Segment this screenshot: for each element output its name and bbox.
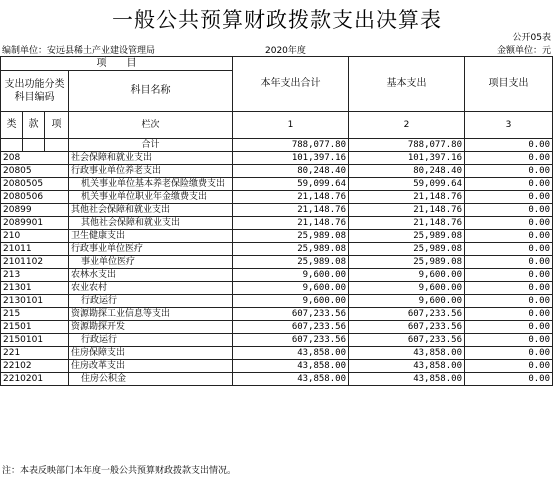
row-project: 0.00	[465, 256, 553, 269]
row-total: 607,233.56	[233, 308, 349, 321]
row-code: 20805	[1, 165, 69, 178]
row-total: 43,858.00	[233, 347, 349, 360]
row-basic: 9,600.00	[349, 295, 465, 308]
row-total: 25,989.08	[233, 230, 349, 243]
column-number-3: 3	[465, 112, 553, 139]
row-code: 2080505	[1, 178, 69, 191]
row-total: 101,397.16	[233, 152, 349, 165]
row-total: 9,600.00	[233, 282, 349, 295]
table-row	[1, 269, 553, 282]
row-name: 其他社会保障和就业支出	[69, 217, 233, 230]
row-project: 0.00	[465, 165, 553, 178]
table-row	[1, 373, 553, 386]
row-total: 43,858.00	[233, 360, 349, 373]
row-total: 25,989.08	[233, 256, 349, 269]
row-basic: 21,148.76	[349, 204, 465, 217]
row-code: 215	[1, 308, 69, 321]
row-code: 2080506	[1, 191, 69, 204]
table-row	[1, 165, 553, 178]
table-row	[1, 347, 553, 360]
row-name: 农业农村	[69, 282, 233, 295]
row-project: 0.00	[465, 347, 553, 360]
table-number: 公开05表	[512, 33, 551, 43]
row-code: 21301	[1, 282, 69, 295]
header-project-expense: 项目支出	[465, 57, 553, 112]
row-name: 住房保障支出	[69, 347, 233, 360]
row-basic: 21,148.76	[349, 217, 465, 230]
row-total: 80,248.40	[233, 165, 349, 178]
row-name: 资源勘探工业信息等支出	[69, 308, 233, 321]
table-row	[1, 334, 553, 347]
row-basic: 25,989.08	[349, 256, 465, 269]
table-row	[1, 295, 553, 308]
row-project: 0.00	[465, 321, 553, 334]
unit-label: 金额单位：元	[496, 46, 551, 56]
table-row	[1, 308, 553, 321]
sum-basic: 788,077.80	[349, 139, 465, 152]
row-name: 农林水支出	[69, 269, 233, 282]
year-label: 2020年度	[265, 46, 306, 56]
row-total: 9,600.00	[233, 295, 349, 308]
sum-project: 0.00	[465, 139, 553, 152]
header-lei: 类	[1, 112, 23, 139]
sum-total: 788,077.80	[233, 139, 349, 152]
row-code: 2130101	[1, 295, 69, 308]
row-code: 2101102	[1, 256, 69, 269]
table-row	[1, 282, 553, 295]
table-row	[1, 152, 553, 165]
row-name: 事业单位医疗	[69, 256, 233, 269]
table-row	[1, 360, 553, 373]
row-project: 0.00	[465, 373, 553, 386]
row-total: 21,148.76	[233, 217, 349, 230]
row-basic: 101,397.16	[349, 152, 465, 165]
page-title: 一般公共预算财政拨款支出决算表	[112, 8, 442, 32]
header-total: 本年支出合计	[233, 57, 349, 112]
row-basic: 607,233.56	[349, 334, 465, 347]
column-number-2: 2	[349, 112, 465, 139]
row-code: 213	[1, 269, 69, 282]
row-project: 0.00	[465, 269, 553, 282]
row-project: 0.00	[465, 360, 553, 373]
header-subject-name: 科目名称	[69, 71, 233, 112]
row-code: 210	[1, 230, 69, 243]
header-project: 项 目	[1, 57, 233, 71]
row-total: 21,148.76	[233, 204, 349, 217]
row-code: 21501	[1, 321, 69, 334]
row-name: 行政事业单位医疗	[69, 243, 233, 256]
row-name: 卫生健康支出	[69, 230, 233, 243]
row-name: 资源勘探开发	[69, 321, 233, 334]
row-basic: 80,248.40	[349, 165, 465, 178]
row-project: 0.00	[465, 230, 553, 243]
row-name: 机关事业单位基本养老保险缴费支出	[69, 178, 233, 191]
row-name: 其他社会保障和就业支出	[69, 204, 233, 217]
row-total: 607,233.56	[233, 334, 349, 347]
row-basic: 59,099.64	[349, 178, 465, 191]
table-row	[1, 204, 553, 217]
row-basic: 607,233.56	[349, 321, 465, 334]
row-name: 机关事业单位职业年金缴费支出	[69, 191, 233, 204]
table-row	[1, 191, 553, 204]
header-xiang: 项	[45, 112, 69, 139]
row-code: 20899	[1, 204, 69, 217]
row-total: 21,148.76	[233, 191, 349, 204]
row-total: 43,858.00	[233, 373, 349, 386]
row-project: 0.00	[465, 243, 553, 256]
table-row	[1, 230, 553, 243]
expenditure-table	[0, 56, 553, 386]
row-basic: 43,858.00	[349, 347, 465, 360]
row-code: 22102	[1, 360, 69, 373]
row-basic: 607,233.56	[349, 308, 465, 321]
row-project: 0.00	[465, 217, 553, 230]
row-code: 2150101	[1, 334, 69, 347]
row-code: 221	[1, 347, 69, 360]
row-code: 2210201	[1, 373, 69, 386]
row-code: 208	[1, 152, 69, 165]
table-row	[1, 321, 553, 334]
column-label: 栏次	[69, 112, 233, 139]
row-basic: 43,858.00	[349, 373, 465, 386]
row-total: 25,989.08	[233, 243, 349, 256]
row-project: 0.00	[465, 282, 553, 295]
header-kuan: 款	[23, 112, 45, 139]
row-total: 59,099.64	[233, 178, 349, 191]
row-project: 0.00	[465, 191, 553, 204]
row-project: 0.00	[465, 334, 553, 347]
row-basic: 9,600.00	[349, 282, 465, 295]
table-row	[1, 256, 553, 269]
row-project: 0.00	[465, 204, 553, 217]
table-row	[1, 178, 553, 191]
row-basic: 21,148.76	[349, 191, 465, 204]
table-row	[1, 217, 553, 230]
header-func-code: 支出功能分类科目编码	[1, 71, 69, 112]
row-project: 0.00	[465, 295, 553, 308]
row-code: 2089901	[1, 217, 69, 230]
row-name: 住房改革支出	[69, 360, 233, 373]
row-name: 行政事业单位养老支出	[69, 165, 233, 178]
row-total: 9,600.00	[233, 269, 349, 282]
sum-label: 合计	[69, 139, 233, 152]
column-number-1: 1	[233, 112, 349, 139]
table-row	[1, 243, 553, 256]
row-name: 行政运行	[69, 295, 233, 308]
row-name: 行政运行	[69, 334, 233, 347]
row-project: 0.00	[465, 178, 553, 191]
row-total: 607,233.56	[233, 321, 349, 334]
header-basic: 基本支出	[349, 57, 465, 112]
footnote: 注：本表反映部门本年度一般公共预算财政拨款支出情况。	[2, 466, 237, 476]
row-name: 社会保障和就业支出	[69, 152, 233, 165]
row-name: 住房公积金	[69, 373, 233, 386]
row-project: 0.00	[465, 152, 553, 165]
row-basic: 25,989.08	[349, 243, 465, 256]
row-basic: 43,858.00	[349, 360, 465, 373]
org-label: 编制单位：安远县稀土产业建设管理局	[2, 46, 156, 56]
row-project: 0.00	[465, 308, 553, 321]
row-basic: 25,989.08	[349, 230, 465, 243]
row-basic: 9,600.00	[349, 269, 465, 282]
row-code: 21011	[1, 243, 69, 256]
